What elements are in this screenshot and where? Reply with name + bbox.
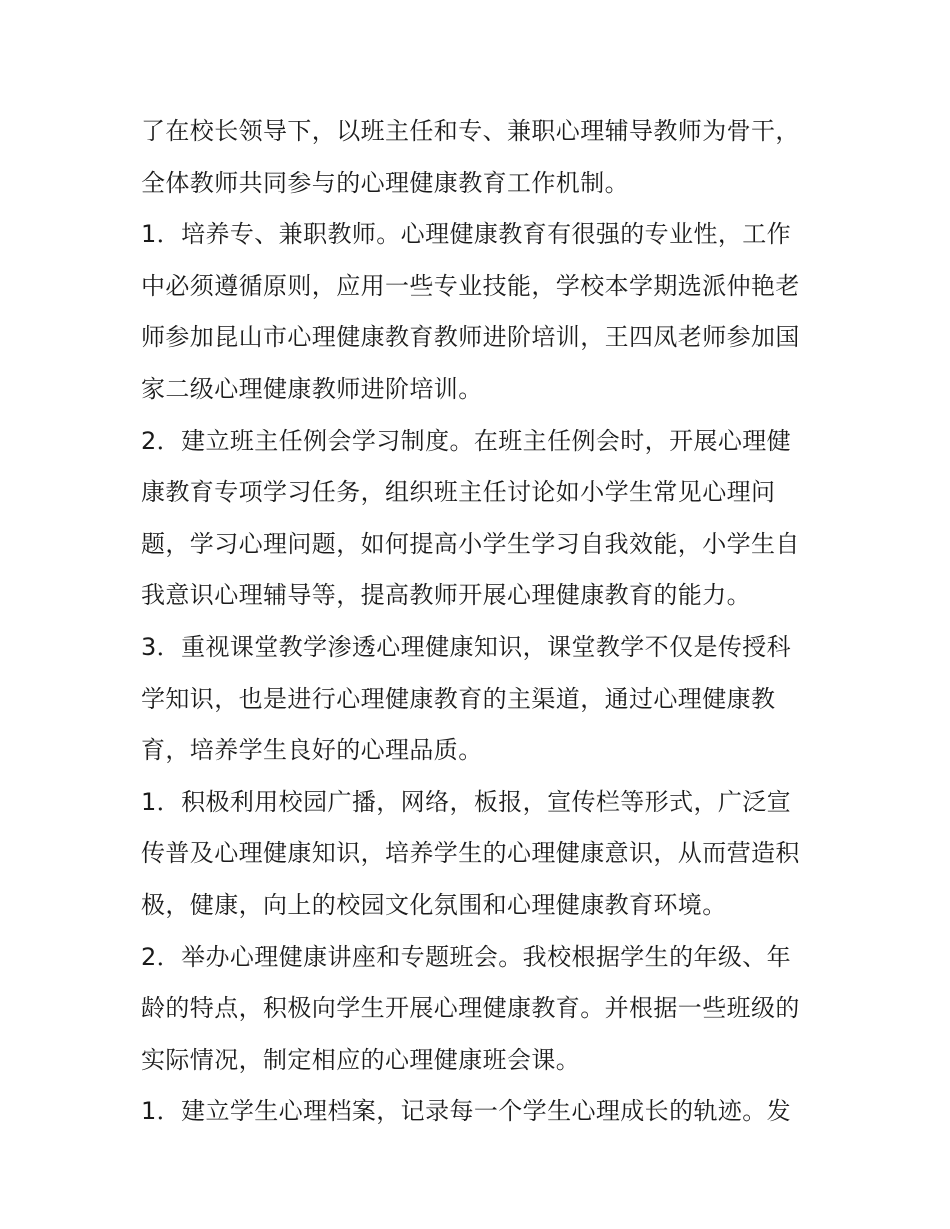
text-line: 育，培养学生良好的心理品质。 <box>141 736 483 765</box>
document-body <box>141 106 821 1138</box>
text-line: 学知识，也是进行心理健康教育的主渠道，通过心理健康教 <box>141 684 776 713</box>
text-line: 龄的特点，积极向学生开展心理健康教育。并根据一些班级的 <box>141 994 800 1023</box>
text-line: 中必须遵循原则，应用一些专业技能，学校本学期选派仲艳老 <box>141 271 800 300</box>
text-line: 全体教师共同参与的心理健康教育工作机制。 <box>141 168 629 197</box>
text-line: 师参加昆山市心理健康教育教师进阶培训，王四凤老师参加国 <box>141 323 800 352</box>
text-line: 1．培养专、兼职教师。心理健康教育有很强的专业性，工作 <box>141 220 792 249</box>
text-line: 我意识心理辅导等，提高教师开展心理健康教育的能力。 <box>141 581 751 610</box>
text-line: 传普及心理健康知识，培养学生的心理健康意识，从而营造积 <box>141 839 800 868</box>
text-line: 实际情况，制定相应的心理健康班会课。 <box>141 1045 581 1074</box>
text-line: 2．举办心理健康讲座和专题班会。我校根据学生的年级、年 <box>141 942 792 971</box>
text-line: 1．积极利用校园广播，网络，板报，宣传栏等形式，广泛宣 <box>141 787 792 816</box>
text-line: 极，健康，向上的校园文化氛围和心理健康教育环境。 <box>141 890 727 919</box>
text-line: 了在校长领导下，以班主任和专、兼职心理辅导教师为骨干， <box>141 117 800 145</box>
text-line: 1．建立学生心理档案，记录每一个学生心理成长的轨迹。发 <box>141 1097 792 1126</box>
text-line: 题，学习心理问题，如何提高小学生学习自我效能，小学生自 <box>141 529 800 558</box>
text-line: 3．重视课堂教学渗透心理健康知识，课堂教学不仅是传授科 <box>141 632 792 661</box>
text-line: 康教育专项学习任务，组织班主任讨论如小学生常见心理问 <box>141 478 776 507</box>
text-line: 家二级心理健康教师进阶培训。 <box>141 374 483 403</box>
text-line: 2．建立班主任例会学习制度。在班主任例会时，开展心理健 <box>141 426 792 455</box>
